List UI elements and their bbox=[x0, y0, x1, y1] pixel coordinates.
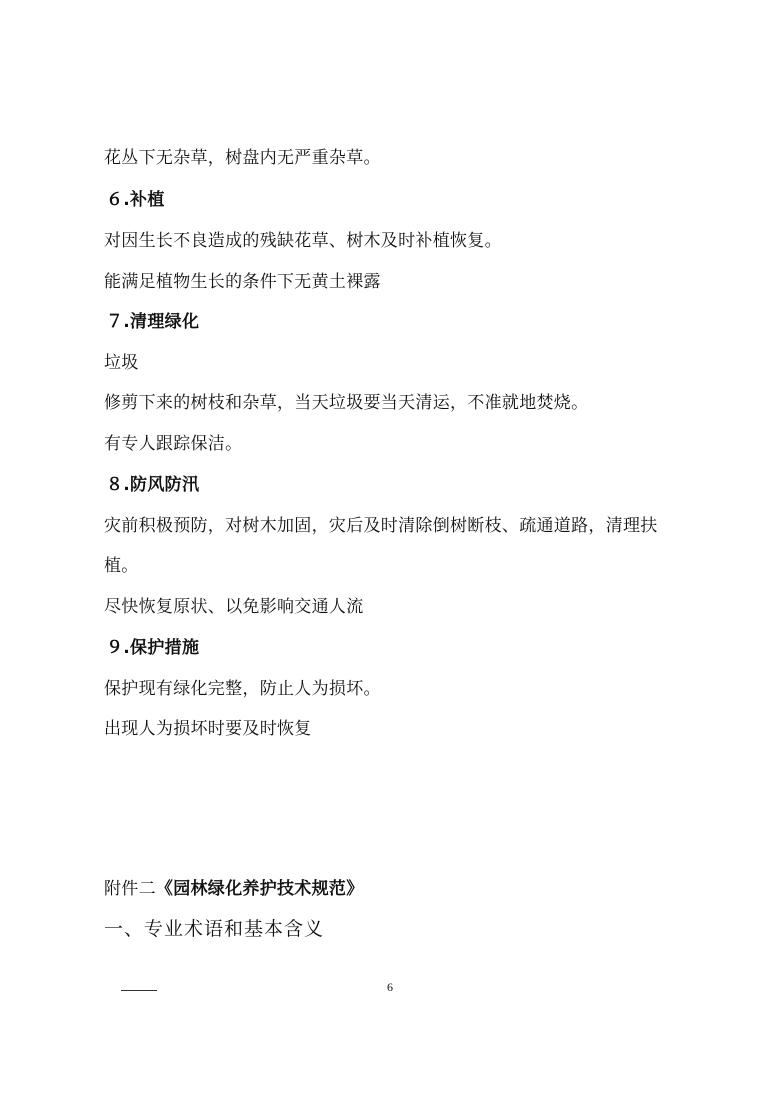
paragraph-protection-2: 出现人为损坏时要及时恢复 bbox=[104, 719, 312, 739]
footer-rule bbox=[121, 990, 157, 991]
paragraph-protection-1: 保护现有绿化完整，防止人为损坏。 bbox=[104, 679, 381, 699]
heading-protection: ９.保护措施 bbox=[106, 638, 200, 658]
paragraph-weeds: 花丛下无杂草，树盘内无严重杂草。 bbox=[104, 148, 381, 168]
paragraph-wind-flood-1-cont: 植。 bbox=[104, 556, 139, 576]
paragraph-cleanup-2: 修剪下来的树枝和杂草，当天垃圾要当天清运，不准就地焚烧。 bbox=[104, 393, 589, 413]
heading-wind-flood: ８.防风防汛 bbox=[106, 475, 200, 495]
annex-heading bbox=[104, 877, 364, 901]
heading-replanting: ６.补植 bbox=[106, 190, 165, 210]
annex-title: 《园林绿化养护技术规范》 bbox=[155, 879, 364, 899]
section-title: 一、专业术语和基本含义 bbox=[104, 918, 325, 940]
paragraph-replanting-2: 能满足植物生长的条件下无黄土裸露 bbox=[104, 272, 381, 292]
paragraph-cleanup-3: 有专人跟踪保洁。 bbox=[104, 434, 243, 454]
heading-cleanup: ７.清理绿化 bbox=[106, 312, 200, 332]
paragraph-wind-flood-1: 灾前积极预防，对树木加固，灾后及时清除倒树断枝、疏通道路，清理扶 bbox=[104, 516, 658, 536]
paragraph-cleanup-1: 垃圾 bbox=[104, 353, 139, 373]
annex-prefix: 附件二 bbox=[104, 879, 156, 899]
paragraph-wind-flood-2: 尽快恢复原状、以免影响交通人流 bbox=[104, 597, 364, 617]
paragraph-replanting-1: 对因生长不良造成的残缺花草、树木及时补植恢复。 bbox=[104, 231, 502, 251]
page-number: 6 bbox=[387, 980, 393, 994]
